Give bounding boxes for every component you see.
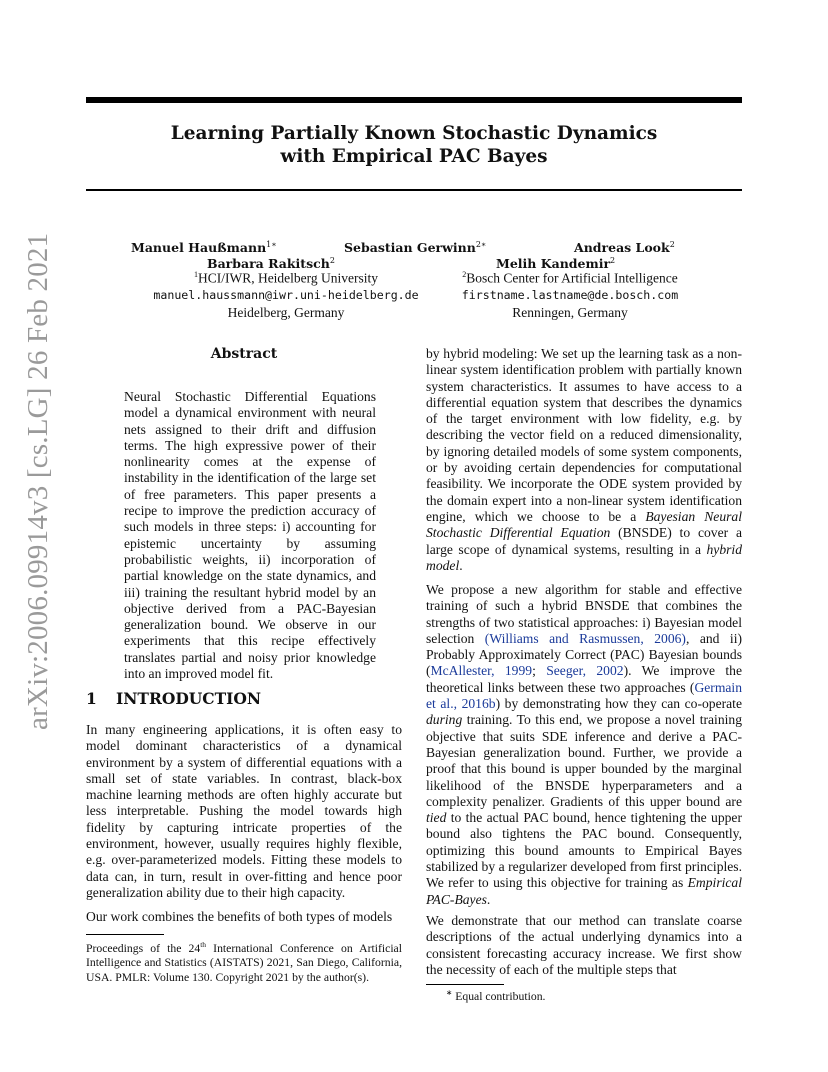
author-4: Barbara Rakitsch$^2$: [207, 256, 335, 272]
affiliation-left-email: manuel.haussmann@iwr.uni-heidelberg.de: [153, 287, 419, 302]
citation-link-seeger[interactable]: Seeger, 2002: [546, 663, 624, 679]
emphasis-empirical-pac-bayes: Empirical PAC-Bayes: [426, 875, 742, 907]
paper-title: [86, 122, 742, 168]
intro-paragraph-2: Our work combines the benefits of both types of models: [86, 909, 393, 924]
title-line-1: Learning Partially Known Stochastic Dynamics: [170, 123, 658, 144]
affiliation-left-city: Heidelberg, Germany: [227, 304, 345, 320]
section-title: INTRODUCTION: [116, 689, 262, 708]
affiliation-left: $^1$HCI/IWR, Heidelberg University manuel.haussmann@iwr.uni-heidelberg.de Heidelberg, Germany: [116, 266, 456, 321]
intro-paragraph-1: In many engineering applications, it is often easy to model dominant characteristics of a dynamical environment by a system of differential equations with a small set of state variables. In contrast, black-box machine learning methods are often highly accurate but less interpretable. Pushing the model towards high fidelity by capturing intricate properties of the environment, however, usually requires highly flexible, e.g. over-parameterized models. Fitting these models to data can, in turn, result in over-fitting and hence poor generalization ability due to their high capacity.: [86, 722, 402, 900]
affiliation-right-city: Renningen, Germany: [512, 304, 628, 320]
footnote-rule-left: [86, 934, 164, 935]
arxiv-stamp: arXiv:2006.09914v3 [cs.LG] 26 Feb 2021: [22, 232, 54, 730]
author-1: Manuel Haußmann$^{1∗}$: [131, 240, 277, 256]
footnote-rule-right: [426, 984, 504, 985]
right-paragraph-2: We propose a new algorithm for stable and effective training of such a hybrid BNSDE that combines the strengths of two statistical approaches: i) Bayesian model selection (Williams and Rasmussen, 2006), and ii) Probably Approximately Correct (PAC) Bayesian bounds (McAllester, 1999; Seeger, 2002). We improve the theoretical links between these two approaches (Germain et al., 2016b) by demonstrating how they can co-operate during training. To this end, we propose a novel training objective that suits SDE inference and derive a PAC-Bayesian generalization bound. Further, we provide a proof that this bound is upper bounded by the marginal likelihood of the BNSDE hyperparameters and a complexity penalizer. Gradients of this upper bound are tied to the actual PAC bound, hence tightening the upper bound also tightens the PAC bound. Consequently, optimizing this bound amounts to Empirical Bayes stabilized by a regularizer developed from first principles. We refer to using this objective for training as Empirical PAC-Bayes.: [426, 582, 743, 907]
author-1-mark: 1∗: [266, 240, 277, 249]
author-4-mark: 2: [329, 256, 335, 265]
abstract-heading: Abstract: [210, 346, 278, 362]
affiliation-right-name: Bosch Center for Artificial Intelligence: [466, 270, 678, 286]
proceedings-footnote: Proceedings of the 24th International Conference on Artificial Intelligence and Statistics (AISTATS) 2021, San Diego, California, USA. PMLR: Volume 130. Copyright 2021 by the author(s).: [86, 940, 402, 985]
author-3-mark: 2: [669, 240, 675, 249]
emphasis-during: during: [426, 712, 463, 728]
equal-contribution-footnote: ∗ Equal contribution.: [446, 988, 546, 1003]
abstract-text: Neural Stochastic Differential Equations model a dynamical environment with neural nets assigned to their drift and diffusion terms. The high expressive power of their nonlinearity comes at the expense of instability in the identification of the large set of free parameters. This paper presents a recipe to improve the prediction accuracy of such models in three steps: i) accounting for epistemic uncertainty by assuming probabilistic weights, ii) incorporation of partial knowledge on the state dynamics, and iii) training the resultant hybrid model by an objective derived from a PAC-Bayesian generalization bound. We observe in our experiments that this recipe effectively translates partial and noisy prior knowledge into an improved model fit.: [124, 389, 376, 682]
citation-link-mcallester[interactable]: McAllester, 1999: [430, 663, 533, 679]
section-heading-introduction: [86, 689, 261, 708]
affiliation-right: $^2$Bosch Center for Artificial Intelligence firstname.lastname@de.bosch.com Renningen, Germany: [410, 266, 730, 321]
author-3: Andreas Look$^2$: [574, 240, 675, 256]
right-paragraph-3: We demonstrate that our method can translate coarse descriptions of the actual underlying dynamics into a consistent forecasting accuracy increase. We first show the necessity of each of the multiple steps that: [426, 913, 742, 977]
affiliation-right-email: firstname.lastname@de.bosch.com: [461, 287, 679, 302]
title-rule: [86, 189, 742, 191]
author-5-mark: 2: [610, 256, 616, 265]
citation-link-germain[interactable]: Germain et al., 2016b: [426, 679, 742, 712]
author-2-mark: 2∗: [475, 240, 487, 249]
emphasis-hybrid-model: hybrid model: [426, 541, 742, 573]
author-2: Sebastian Gerwinn$^{2∗}$: [344, 240, 487, 256]
citation-link-williams[interactable]: (Williams and Rasmussen, 2006): [484, 630, 686, 646]
emphasis-bnsde: Bayesian Neural Stochastic Differential Equation: [426, 508, 742, 541]
affiliation-left-name: HCI/IWR, Heidelberg University: [197, 270, 379, 286]
top-rule: [86, 97, 742, 103]
emphasis-tied: tied: [426, 810, 447, 826]
right-paragraph-1: by hybrid modeling: We set up the learning task as a non-linear system identification problem with partially known system characteristics. It assumes to have access to a differential equation system that describes the dynamics of the target environment with low fidelity, e.g. by describing the vector field on a reduced dimensionality, by ignoring detailed models of some system components, or by avoiding certain dependencies for computational feasibility. We incorporate the ODE system provided by the domain expert into a non-linear system identification engine, which we choose to be a Bayesian Neural Stochastic Differential Equation (BNSDE) to cover a large scope of dynamical systems, resulting in a hybrid model.: [426, 346, 743, 573]
author-5: Melih Kandemir$^2$: [496, 256, 616, 272]
title-line-2: with Empirical PAC Bayes: [280, 146, 548, 167]
section-number: 1: [86, 689, 97, 708]
